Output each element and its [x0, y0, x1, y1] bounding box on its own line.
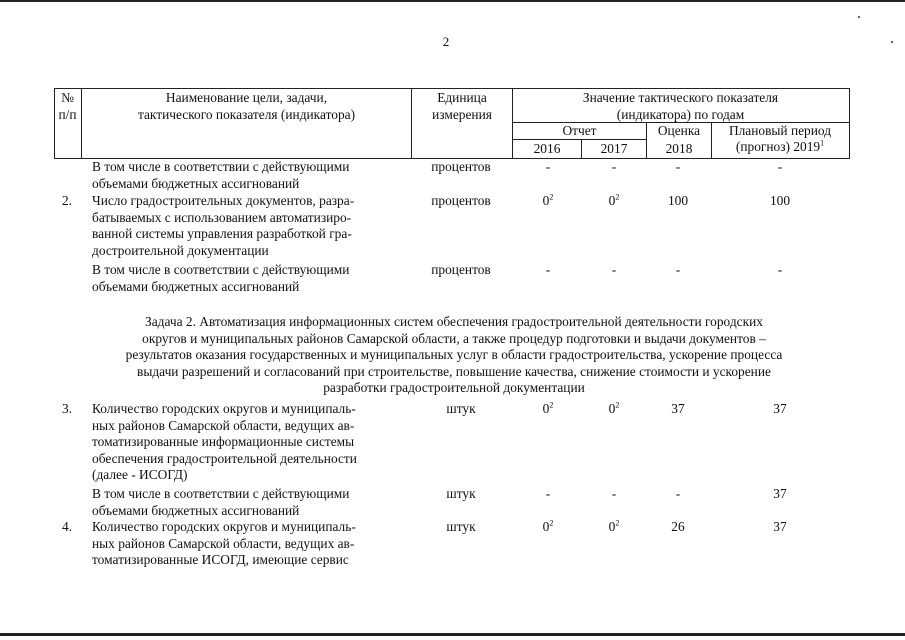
value-2016: - — [545, 486, 551, 501]
value-2019: - — [777, 262, 783, 277]
value-2019: 37 — [773, 519, 787, 534]
value-2017: - — [611, 486, 617, 501]
table-row-description: В том числе в соответствии с действующими объемами бюджетных ассигнований — [92, 262, 350, 294]
table-row-description: Число градостроительных документов, разра- батываемых с использованием автоматизиро- ванной системы управления разработкой гра- достроительной документации — [92, 193, 355, 258]
value-2019: 37 — [773, 401, 787, 416]
table-row-unit: процентов — [431, 262, 491, 277]
table-row-unit: штук — [446, 401, 476, 416]
value-2017: - — [611, 262, 617, 277]
table-row-description: Количество городских округов и муниципаль- ных районов Самарской области, ведущих ав- томатизированные информационные системы обеспечения градостроительной деятельности (далее - ИСОГД) — [92, 401, 357, 483]
header-col-unit: Единица измерения — [432, 90, 492, 122]
scan-speck — [891, 41, 893, 43]
header-year-2017: 2017 — [600, 141, 628, 156]
value-2019: 37 — [773, 486, 787, 501]
page-number: 2 — [442, 34, 450, 49]
table-row-description: Количество городских округов и муниципаль- ных районов Самарской области, ведущих ав- томатизированные ИСОГД, имеющие сервис — [92, 519, 356, 568]
table-row-description: В том числе в соответствии с действующими объемами бюджетных ассигнований — [92, 159, 350, 191]
table-row-unit: штук — [446, 519, 476, 534]
task-2-heading: Задача 2. Автоматизация информационных систем обеспечения градостроительной деятельности городских округов и муниципальных районов Самарской области, а также процедур подготовки и выдачи документов – результатов оказания государственных и муниципальных услуг в области градостроительства, ускорение процесса выдачи разрешений и согласований при строительстве, повышение качества, снижение стоимости и ускорение разработки градостроительной документации — [125, 314, 783, 396]
value-2018: 26 — [671, 519, 685, 534]
scan-speck — [858, 16, 860, 18]
value-2016: - — [545, 159, 551, 174]
value-2016: $0^2$ — [542, 400, 554, 416]
table-row-unit: процентов — [431, 159, 491, 174]
value-2016: $0^2$ — [542, 518, 554, 534]
value-2018: 100 — [667, 193, 689, 208]
header-col-num: № п/п — [58, 90, 77, 122]
header-estimate: Оценка — [657, 123, 701, 138]
value-2018: - — [675, 159, 681, 174]
table-row-description: В том числе в соответствии с действующими объемами бюджетных ассигнований — [92, 486, 350, 518]
scan-top-border — [0, 0, 905, 2]
value-2017: $0^2$ — [608, 192, 620, 208]
value-2019: 100 — [769, 193, 791, 208]
value-2017: - — [611, 159, 617, 174]
table-row-unit: штук — [446, 486, 476, 501]
table-row-number: 2. — [61, 193, 73, 208]
value-2018: - — [675, 486, 681, 501]
value-2017: $0^2$ — [608, 400, 620, 416]
table-row-unit: процентов — [431, 193, 491, 208]
value-2018: 37 — [671, 401, 685, 416]
value-2018: - — [675, 262, 681, 277]
header-planned: Плановый период — [728, 123, 832, 138]
value-2019: - — [777, 159, 783, 174]
value-2017: $0^2$ — [608, 518, 620, 534]
header-report: Отчет — [562, 123, 597, 138]
header-year-2016: 2016 — [533, 141, 561, 156]
header-col-name: Наименование цели, задачи, тактического показателя (индикатора) — [137, 90, 356, 122]
table-row-number: 4. — [61, 519, 73, 534]
header-planned-forecast: (прогноз) 2019$^1$ — [735, 138, 825, 154]
value-2016: $0^2$ — [542, 192, 554, 208]
header-col-value: Значение тактического показателя (индикатора) по годам — [582, 90, 779, 122]
scan-bottom-border — [0, 633, 905, 636]
header-year-2018: 2018 — [665, 141, 693, 156]
table-row-number: 3. — [61, 401, 73, 416]
value-2016: - — [545, 262, 551, 277]
